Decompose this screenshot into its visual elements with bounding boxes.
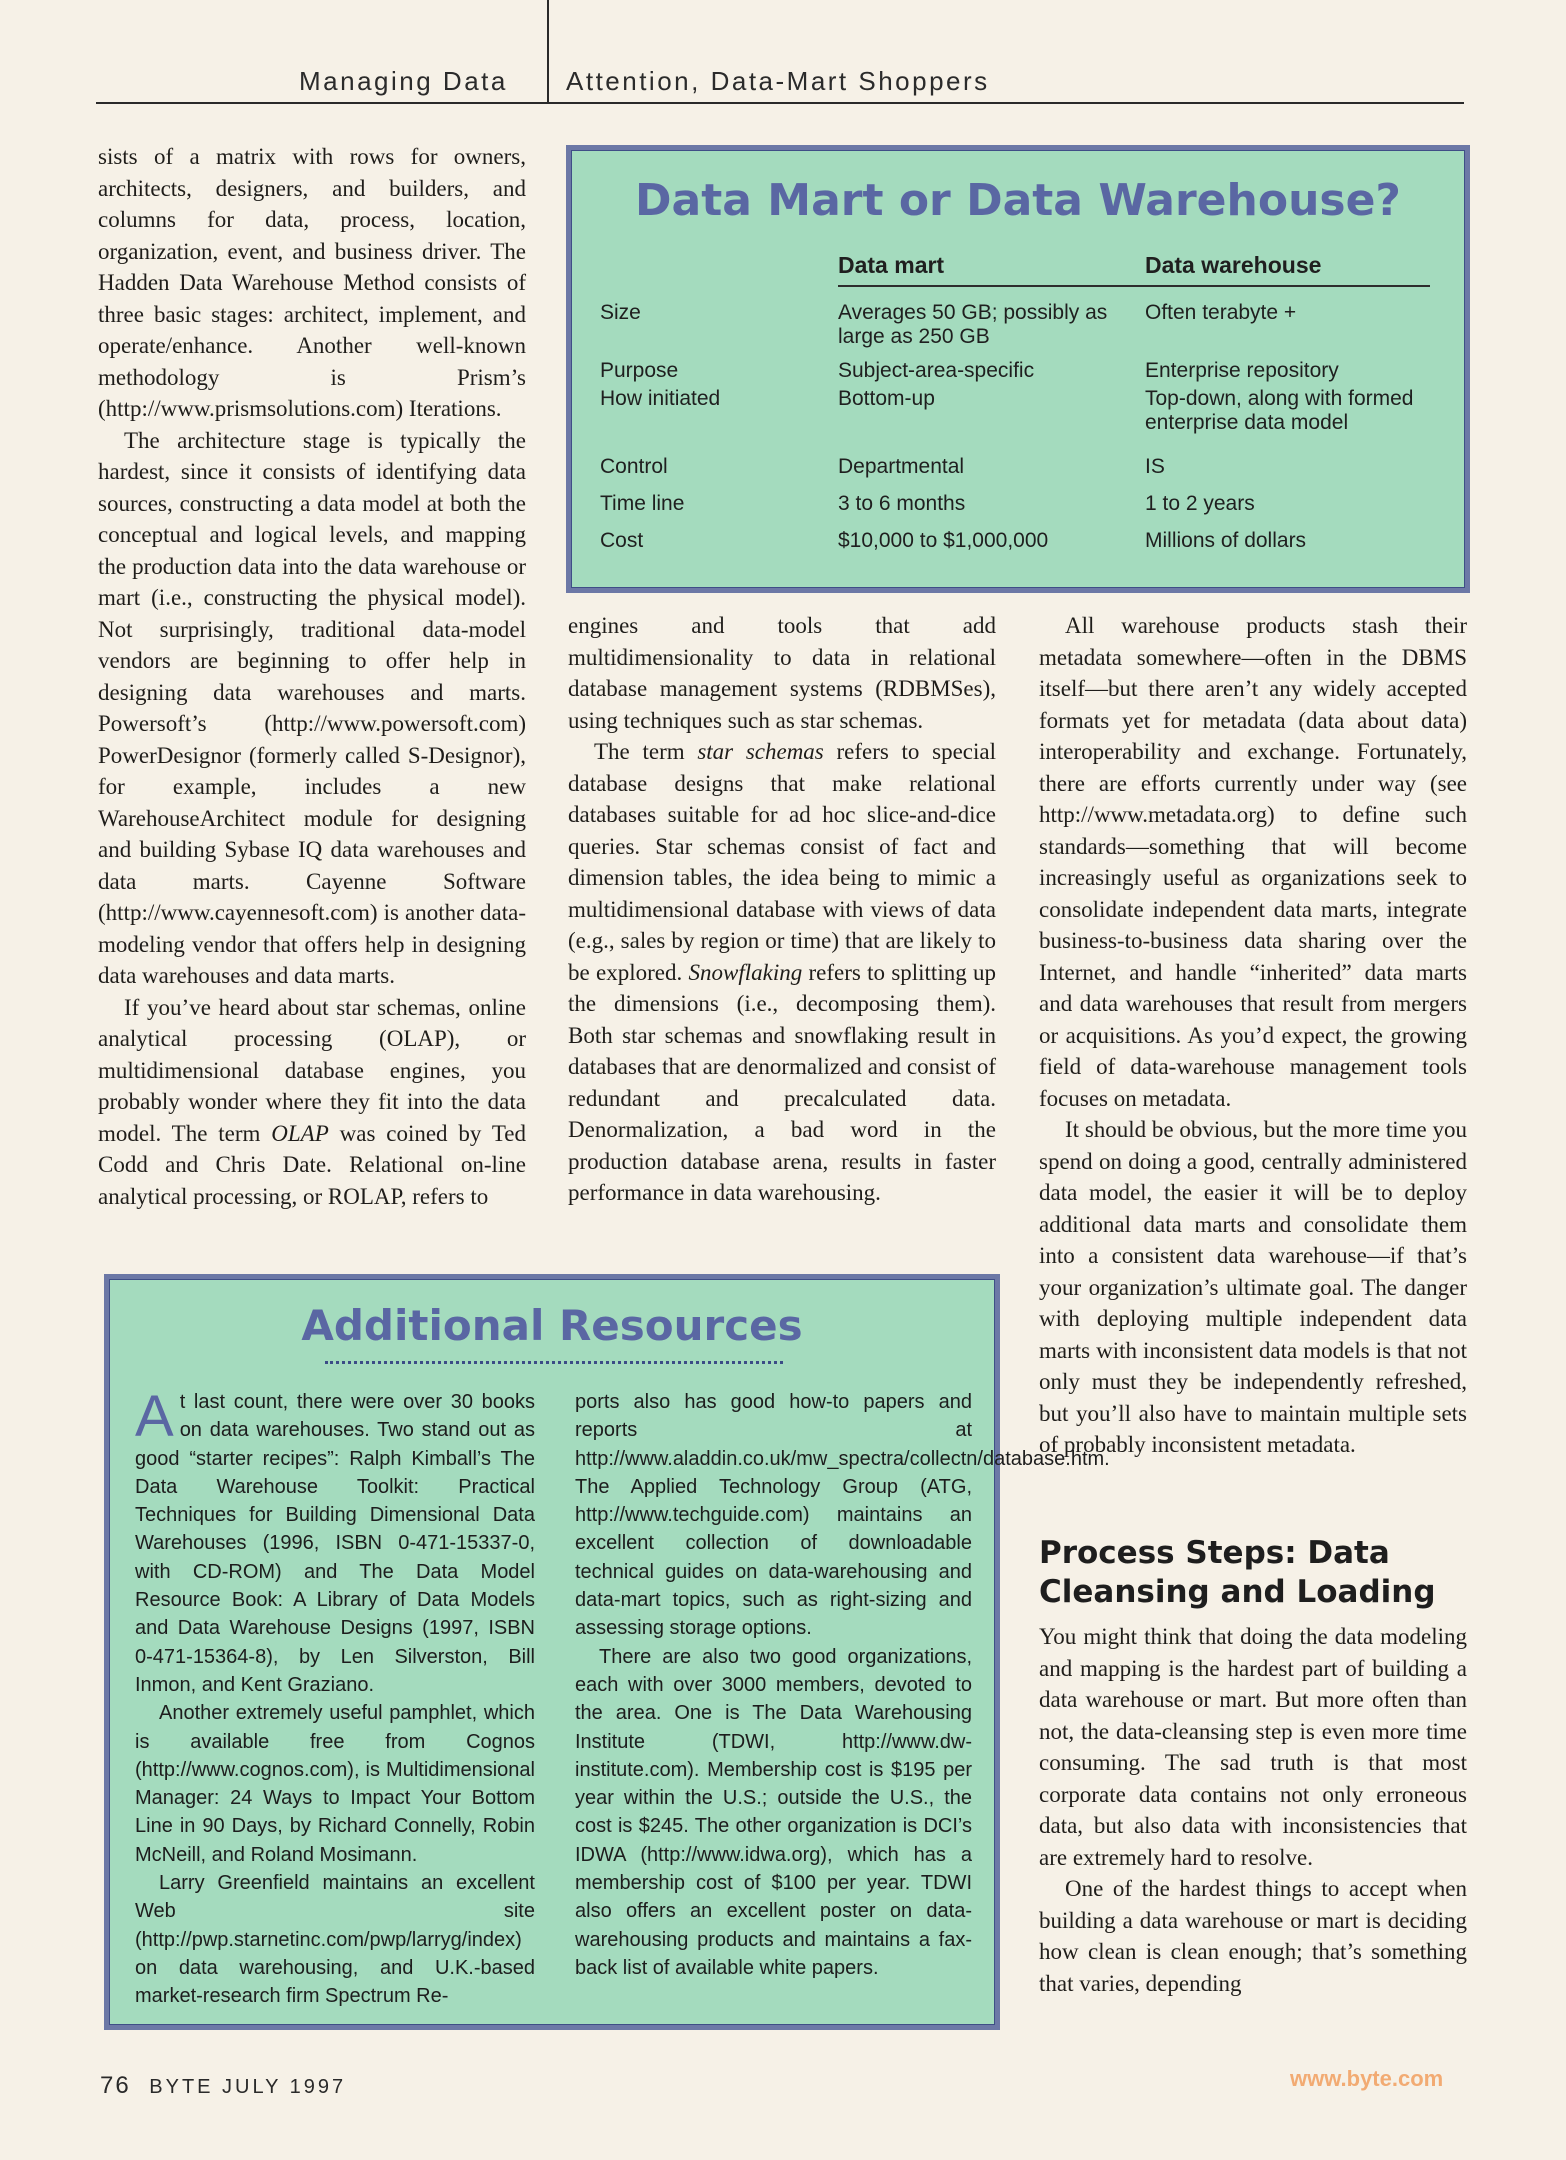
title-underline <box>325 1361 783 1364</box>
olap-term: OLAP <box>271 1120 329 1146</box>
drop-cap: A <box>135 1384 174 1449</box>
paragraph: All warehouse products stash their metadata somewhere—often in the DBMS itself—but there aren’t any widely accepted formats yet for metadata (data about data) interoperability and exchange. Fortunately, there are efforts currently under way (see http://www.metadata.org) to define such standards—something that will become increasingly useful as organizations seek to consolidate independent data marts, integrate business-to-business data sharing over the Internet, and handle “inherited” data marts and data warehouses that result from mergers or acquisitions. As you’d expect, the growing field of data-warehouse management tools focuses on metadata. <box>1039 613 1467 1111</box>
paragraph: There are also two good organizations, each with over 3000 members, devoted to the area. One is The Data Warehousing Institute (TDWI, http://www.dw-institute.com). Membership cost is $195 per year within the U.S.; outside the U.S., the cost is $245. The other organization is DCI’s IDWA (http://www.idwa.org), which has a membership cost of $100 per year. TDWI also offers an excellent poster on data-warehousing products and maintains a fax-back list of available white papers. <box>575 1645 972 1979</box>
paragraph: sists of a matrix with rows for owners, architects, designers, and builders, and columns for data, process, location, organization, event, and business driver. The Hadden Data Warehouse Method consists of three basic stages: architect, implement, and operate/enhance. Another well-known methodology is Prism’s (http://www.prismsolutions.com) Iterations. <box>98 144 526 421</box>
page-footer <box>100 2072 346 2100</box>
paragraph: The term star schemas refers to special database designs that make relational databases suitable for ad hoc slice-and-dice queries. Star schemas consist of fact and dimension tables, the idea being to mimic a multidimensional database with views of data (e.g., sales by region or time) that are likely to be explored. Snowflaking refers to splitting up the dimensions (i.e., decomposing them). Both star schemas and snowflaking result in databases that are denormalized and consist of redundant and precalculated data. Denormalization, a bad word in the production database arena, results in faster performance in data warehousing. <box>568 739 996 1205</box>
paragraph: At last count, there were over 30 books on data warehouses. Two stand out as good “starter recipes”: Ralph Kimball’s The Data Warehouse Toolkit: Practical Techniques for Building Dimensional Data Warehouses (1996, ISBN 0-471-15337-0, with CD-ROM) and The Data Model Resource Book: A Library of Data Models and Data Warehouse Designs (1997, ISBN 0-471-15364-8), by Len Silverston, Bill Inmon, and Kent Graziano. <box>135 1384 535 1696</box>
paragraph: One of the hardest things to accept when building a data warehouse or mart is deciding how clean is clean enough; that’s something that varies, depending <box>1039 1876 1467 1996</box>
article-title: Attention, Data-Mart Shoppers <box>566 66 990 96</box>
byte-url[interactable]: www.byte.com <box>1290 2066 1444 2091</box>
paragraph: It should be obvious, but the more time you spend on doing a good, centrally administered data model, the easier it will be to deploy additional data marts and consolidate them into a consistent data warehouse—if that’s your organization’s ultimate goal. The danger with deploying multiple independent data marts with inconsistent data models is that not only must they be independently refreshed, but you’ll also have to maintain multiple sets of probably inconsistent metadata. <box>1039 1117 1467 1457</box>
column-3-continued <box>1039 1621 1467 1999</box>
paragraph: ports also has good how-to papers and reports at http://www.aladdin.co.uk/mw_spectra/collectn/database.htm. The Applied Technology Group (ATG, http://www.techguide.com) maintains an excellent collection of downloadable technical guides on data-warehousing and data-mart topics, such as right-sizing and assessing storage options. <box>575 1391 1110 1640</box>
section-title: Managing Data <box>299 66 508 96</box>
comparison-title: Data Mart or Data Warehouse? <box>635 175 1401 226</box>
table-row: Size Averages 50 GB; possibly as large as 250 GB Often terabyte + <box>600 301 1297 348</box>
section-heading: Process Steps: Data Cleansing and Loading <box>1039 1535 1436 1610</box>
paragraph: Larry Greenfield maintains an excellent Web site (http://pwp.starnetinc.com/pwp/larryg/index) on data warehousing, and U.K.-based market-research firm Spectrum Re- <box>135 1872 535 2008</box>
star-schemas-term: star schemas <box>697 739 824 764</box>
table-header-row <box>600 252 1430 285</box>
paragraph: You might think that doing the data modeling and mapping is the hardest part of building a data warehouse or mart. But more often than not, the data-cleansing step is even more time consuming. The sad truth is that most corporate data contains not only erroneous data, but also data with inconsistencies that are extremely hard to resolve. <box>1039 1624 1467 1870</box>
paragraph: If you’ve heard about star schemas, online analytical processing (OLAP), or multidimensional database engines, you probably wonder where they fit into the data model. The term OLAP was coined by Ted Codd and Chris Date. Relational on-line analytical processing, or ROLAP, refers to <box>98 994 526 1209</box>
table-row: Control Departmental IS <box>600 455 1165 478</box>
header-divider <box>547 0 549 102</box>
comparison-box <box>566 145 1470 593</box>
paragraph: Another extremely useful pamphlet, which is available free from Cognos (http://www.cognos.com), is Multidimensional Manager: 24 Ways to Impact Your Bottom Line in 90 Days, by Richard Connelly, Robin McNeill, and Roland Mosimann. <box>135 1702 535 1866</box>
col-header-data-mart: Data mart <box>838 252 945 278</box>
table-row: Purpose Subject-area-specific Enterprise repository <box>600 359 1339 382</box>
page-number: 76 <box>100 2072 131 2099</box>
paragraph: The architecture stage is typically the hardest, since it consists of identifying data sources, constructing a data model at both the conceptual and logical levels, and mapping the production data into the data warehouse or mart (i.e., constructing the physical model). Not surprisingly, traditional data-model vendors are beginning to offer help in designing data warehouses and marts. Powersoft’s (http://www.powersoft.com) PowerDesignor (formerly called S-Designor), for example, includes a new WarehouseArchitect module for designing and building Sybase IQ data warehouses and data marts. Cayenne Software (http://www.cayennesoft.com) is another data-modeling vendor that offers help in designing data warehouses and data marts. <box>98 427 526 988</box>
table-row: Time line 3 to 6 months 1 to 2 years <box>600 492 1255 515</box>
column-1 <box>98 141 526 1212</box>
resources-box <box>104 1274 1110 2030</box>
col-header-data-warehouse: Data warehouse <box>1145 252 1322 278</box>
magazine-issue: BYTE JULY 1997 <box>149 2076 347 2098</box>
column-3 <box>1039 610 1467 1461</box>
column-2 <box>568 610 996 1209</box>
header-rule <box>96 102 1464 104</box>
table-row: Cost $10,000 to $1,000,000 Millions of dollars <box>600 529 1307 552</box>
paragraph: engines and tools that add multidimensionality to data in relational database management systems (RDBMSes), using techniques such as star schemas. <box>568 613 996 733</box>
resources-title: Additional Resources <box>301 1301 803 1350</box>
resources-left-column <box>135 1384 535 2011</box>
table-row: How initiated Bottom-up Top-down, along with formed enterprise data model <box>600 387 1414 434</box>
snowflaking-term: Snowflaking <box>688 959 803 985</box>
comparison-table <box>600 252 1430 560</box>
resources-right-column <box>575 1388 1110 1982</box>
